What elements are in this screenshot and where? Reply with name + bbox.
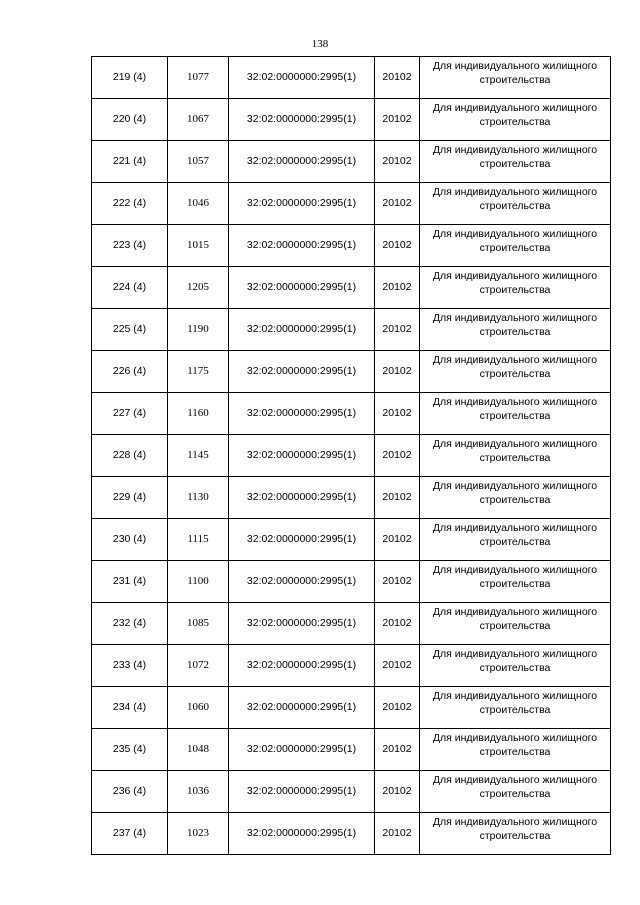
area-cell: 1175 — [168, 351, 229, 393]
table-row — [92, 561, 611, 603]
plot-number-cell: 221 (4) — [92, 141, 168, 183]
cadastral-number-cell: 32:02:0000000:2995(1) — [229, 771, 375, 813]
cadastral-number-cell: 32:02:0000000:2995(1) — [229, 351, 375, 393]
land-use-code-cell: 20102 — [375, 57, 420, 99]
table-row — [92, 813, 611, 855]
table-row — [92, 183, 611, 225]
plot-number-cell: 222 (4) — [92, 183, 168, 225]
permitted-use-cell: Для индивидуального жилищного строительства — [420, 519, 611, 561]
area-cell: 1100 — [168, 561, 229, 603]
land-use-code-cell: 20102 — [375, 225, 420, 267]
land-use-code-cell: 20102 — [375, 519, 420, 561]
cadastral-number-cell: 32:02:0000000:2995(1) — [229, 225, 375, 267]
area-cell: 1036 — [168, 771, 229, 813]
cadastral-number-cell: 32:02:0000000:2995(1) — [229, 99, 375, 141]
land-use-code-cell: 20102 — [375, 603, 420, 645]
permitted-use-cell: Для индивидуального жилищного строительства — [420, 729, 611, 771]
cadastral-number-cell: 32:02:0000000:2995(1) — [229, 813, 375, 855]
plot-number-cell: 220 (4) — [92, 99, 168, 141]
plot-number-cell: 224 (4) — [92, 267, 168, 309]
table-row — [92, 477, 611, 519]
permitted-use-cell: Для индивидуального жилищного строительства — [420, 603, 611, 645]
land-use-code-cell: 20102 — [375, 645, 420, 687]
land-use-code-cell: 20102 — [375, 477, 420, 519]
plot-number-cell: 234 (4) — [92, 687, 168, 729]
area-cell: 1115 — [168, 519, 229, 561]
cadastral-number-cell: 32:02:0000000:2995(1) — [229, 141, 375, 183]
plot-number-cell: 225 (4) — [92, 309, 168, 351]
permitted-use-cell: Для индивидуального жилищного строительства — [420, 561, 611, 603]
table-row — [92, 351, 611, 393]
permitted-use-cell: Для индивидуального жилищного строительства — [420, 813, 611, 855]
area-cell: 1072 — [168, 645, 229, 687]
permitted-use-cell: Для индивидуального жилищного строительства — [420, 645, 611, 687]
area-cell: 1145 — [168, 435, 229, 477]
permitted-use-cell: Для индивидуального жилищного строительства — [420, 477, 611, 519]
area-cell: 1085 — [168, 603, 229, 645]
land-use-code-cell: 20102 — [375, 309, 420, 351]
permitted-use-cell: Для индивидуального жилищного строительства — [420, 57, 611, 99]
plot-number-cell: 230 (4) — [92, 519, 168, 561]
table-row — [92, 99, 611, 141]
cadastral-number-cell: 32:02:0000000:2995(1) — [229, 57, 375, 99]
land-use-code-cell: 20102 — [375, 561, 420, 603]
permitted-use-cell: Для индивидуального жилищного строительства — [420, 225, 611, 267]
permitted-use-cell: Для индивидуального жилищного строительства — [420, 309, 611, 351]
area-cell: 1048 — [168, 729, 229, 771]
permitted-use-cell: Для индивидуального жилищного строительства — [420, 771, 611, 813]
cadastral-number-cell: 32:02:0000000:2995(1) — [229, 309, 375, 351]
plot-number-cell: 236 (4) — [92, 771, 168, 813]
table-row — [92, 435, 611, 477]
land-use-code-cell: 20102 — [375, 687, 420, 729]
land-use-code-cell: 20102 — [375, 99, 420, 141]
plot-number-cell: 233 (4) — [92, 645, 168, 687]
permitted-use-cell: Для индивидуального жилищного строительства — [420, 393, 611, 435]
permitted-use-cell: Для индивидуального жилищного строительства — [420, 435, 611, 477]
land-use-code-cell: 20102 — [375, 729, 420, 771]
plot-number-cell: 227 (4) — [92, 393, 168, 435]
plot-number-cell: 237 (4) — [92, 813, 168, 855]
table-row — [92, 393, 611, 435]
table-row — [92, 687, 611, 729]
land-use-code-cell: 20102 — [375, 351, 420, 393]
cadastral-number-cell: 32:02:0000000:2995(1) — [229, 183, 375, 225]
permitted-use-cell: Для индивидуального жилищного строительства — [420, 183, 611, 225]
area-cell: 1060 — [168, 687, 229, 729]
plot-number-cell: 219 (4) — [92, 57, 168, 99]
area-cell: 1023 — [168, 813, 229, 855]
plot-number-cell: 226 (4) — [92, 351, 168, 393]
plot-number-cell: 235 (4) — [92, 729, 168, 771]
area-cell: 1067 — [168, 99, 229, 141]
table-row — [92, 309, 611, 351]
cadastral-number-cell: 32:02:0000000:2995(1) — [229, 267, 375, 309]
cadastral-number-cell: 32:02:0000000:2995(1) — [229, 393, 375, 435]
area-cell: 1205 — [168, 267, 229, 309]
table-row — [92, 141, 611, 183]
area-cell: 1015 — [168, 225, 229, 267]
permitted-use-cell: Для индивидуального жилищного строительства — [420, 267, 611, 309]
plot-number-cell: 231 (4) — [92, 561, 168, 603]
table-row — [92, 729, 611, 771]
plot-number-cell: 223 (4) — [92, 225, 168, 267]
area-cell: 1077 — [168, 57, 229, 99]
permitted-use-cell: Для индивидуального жилищного строительства — [420, 351, 611, 393]
land-use-code-cell: 20102 — [375, 771, 420, 813]
cadastral-number-cell: 32:02:0000000:2995(1) — [229, 561, 375, 603]
table-row — [92, 519, 611, 561]
cadastral-number-cell: 32:02:0000000:2995(1) — [229, 435, 375, 477]
table-row — [92, 603, 611, 645]
page-number: 138 — [311, 38, 329, 50]
area-cell: 1130 — [168, 477, 229, 519]
plot-number-cell: 232 (4) — [92, 603, 168, 645]
land-use-code-cell: 20102 — [375, 267, 420, 309]
area-cell: 1160 — [168, 393, 229, 435]
cadastral-number-cell: 32:02:0000000:2995(1) — [229, 687, 375, 729]
cadastral-number-cell: 32:02:0000000:2995(1) — [229, 519, 375, 561]
table-row — [92, 771, 611, 813]
area-cell: 1057 — [168, 141, 229, 183]
land-plot-table — [91, 56, 611, 855]
cadastral-number-cell: 32:02:0000000:2995(1) — [229, 603, 375, 645]
cadastral-number-cell: 32:02:0000000:2995(1) — [229, 477, 375, 519]
land-use-code-cell: 20102 — [375, 183, 420, 225]
permitted-use-cell: Для индивидуального жилищного строительства — [420, 141, 611, 183]
table-row — [92, 225, 611, 267]
plot-number-cell: 229 (4) — [92, 477, 168, 519]
table-row — [92, 645, 611, 687]
permitted-use-cell: Для индивидуального жилищного строительства — [420, 687, 611, 729]
permitted-use-cell: Для индивидуального жилищного строительства — [420, 99, 611, 141]
land-use-code-cell: 20102 — [375, 141, 420, 183]
table-body — [92, 57, 611, 855]
land-use-code-cell: 20102 — [375, 813, 420, 855]
plot-number-cell: 228 (4) — [92, 435, 168, 477]
table-row — [92, 267, 611, 309]
land-use-code-cell: 20102 — [375, 435, 420, 477]
area-cell: 1046 — [168, 183, 229, 225]
cadastral-number-cell: 32:02:0000000:2995(1) — [229, 645, 375, 687]
table-row — [92, 57, 611, 99]
cadastral-number-cell: 32:02:0000000:2995(1) — [229, 729, 375, 771]
area-cell: 1190 — [168, 309, 229, 351]
land-use-code-cell: 20102 — [375, 393, 420, 435]
